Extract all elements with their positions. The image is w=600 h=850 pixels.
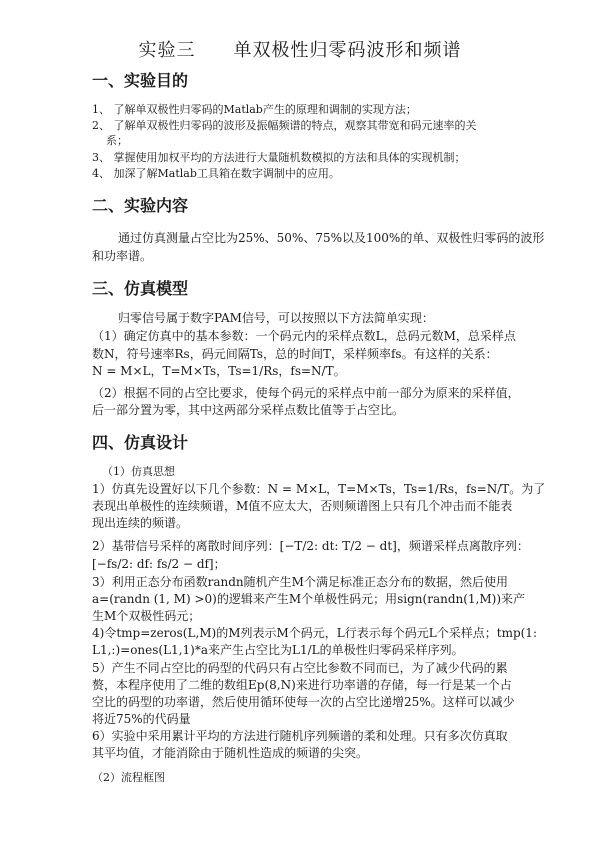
design-line-9: 4)令tmp=zeros(L,M)的M列表示M个码元，L行表示每个码元L个采样点；tmp(1: [92,626,537,640]
purpose-item-2: 2、 了解单双极性归零码的波形及振幅频谱的特点，观察其带宽和码元速率的关 [92,119,477,132]
section-heading-purpose: 一、实验目的 [92,71,189,90]
design-line-7: a=(randn (1, M) >0)的逻辑来产生M个单极性码元；用sign(randn(1,M))来产 [92,592,526,606]
design-line-1: 1）仿真先设置好以下几个参数：N = M×L，T=M×Ts，Ts=1/Rs，fs=N/T。为了 [92,482,546,496]
model-line-6: 后一部分置为零，其中这两部分采样点数比值等于占空比。 [92,403,405,417]
design-line-4: 2）基带信号采样的离散时间序列：[−T/2: dt: T/2 − dt]，频谱采样点离散序列： [92,539,529,553]
content-paragraph-line-2: 和功率谱。 [92,249,153,263]
design-line-12: 赘，本程序使用了二维的数组Ep(8,N)来进行功率谱的存储，每一行是某一个占 [92,678,512,692]
design-line-15: 6）实验中采用累计平均的方法进行随机序列频谱的柔和处理。只有多次仿真取 [92,729,508,743]
design-line-2: 表现出单极性的连续频谱，M值不应太大，否则频谱图上只有几个冲击而不能表 [92,499,513,513]
design-line-11: 5）产生不同占空比的码型的代码只有占空比参数不同而已，为了减少代码的累 [92,661,508,675]
content-paragraph-line-1: 通过仿真测量占空比为25%、50%、75%以及100%的单、双极性归零码的波形 [118,231,545,245]
model-line-5: （2）根据不同的占空比要求，使每个码元的采样点中前一部分为原来的采样值， [92,386,520,400]
design-subheading-idea: （1）仿真思想 [102,465,175,478]
design-line-8: 生M个双极性码元； [92,609,201,623]
design-line-6: 3）利用正态分布函数randn随机产生M个满足标准正态分布的数据，然后使用 [92,575,508,589]
purpose-item-4: 4、 加深了解Matlab工具箱在数字调制中的应用。 [92,167,340,180]
purpose-item-3: 3、 掌握使用加权平均的方法进行大量随机数模拟的方法和具体的实现机制； [92,151,466,164]
page-title: 实验三 单双极性归零码波形和频谱 [138,40,462,61]
design-line-13: 空比的码型的功率谱，然后使用循环使每一次的占空比递增25%。这样可以减少 [92,695,515,709]
purpose-item-2-cont: 系； [92,134,128,147]
design-line-5: [−fs/2: df: fs/2 − df]； [92,557,226,571]
section-heading-model: 三、仿真模型 [92,279,189,298]
model-line-1: 归零信号属于数字PAM信号，可以按照以下方法简单实现： [118,311,434,325]
section-heading-design: 四、仿真设计 [92,433,189,452]
purpose-item-1: 1、 了解单双极性归零码的Matlab产生的原理和调制的实现方法； [92,103,417,116]
design-line-3: 现出连续的频谱。 [92,516,189,530]
design-subheading-flowchart: （2）流程框图 [92,771,165,784]
section-heading-content: 二、实验内容 [92,196,189,215]
model-line-4: N = M×L，T=M×Ts，Ts=1/Rs，fs=N/T。 [92,364,346,378]
model-line-2: （1）确定仿真中的基本参数：一个码元内的采样点数L，总码元数M，总采样点 [92,329,516,343]
design-line-14: 将近75%的代码量 [92,712,191,726]
design-line-10: L1,:)=ones(L1,1)*a来产生占空比为L1/L的单极性归零码采样序列。 [92,643,464,657]
design-line-16: 其平均值，才能消除由于随机性造成的频谱的尖突。 [92,746,369,760]
model-line-3: 数N，符号速率Rs，码元间隔Ts，总的时间T，采样频率fs。有这样的关系： [92,347,498,361]
